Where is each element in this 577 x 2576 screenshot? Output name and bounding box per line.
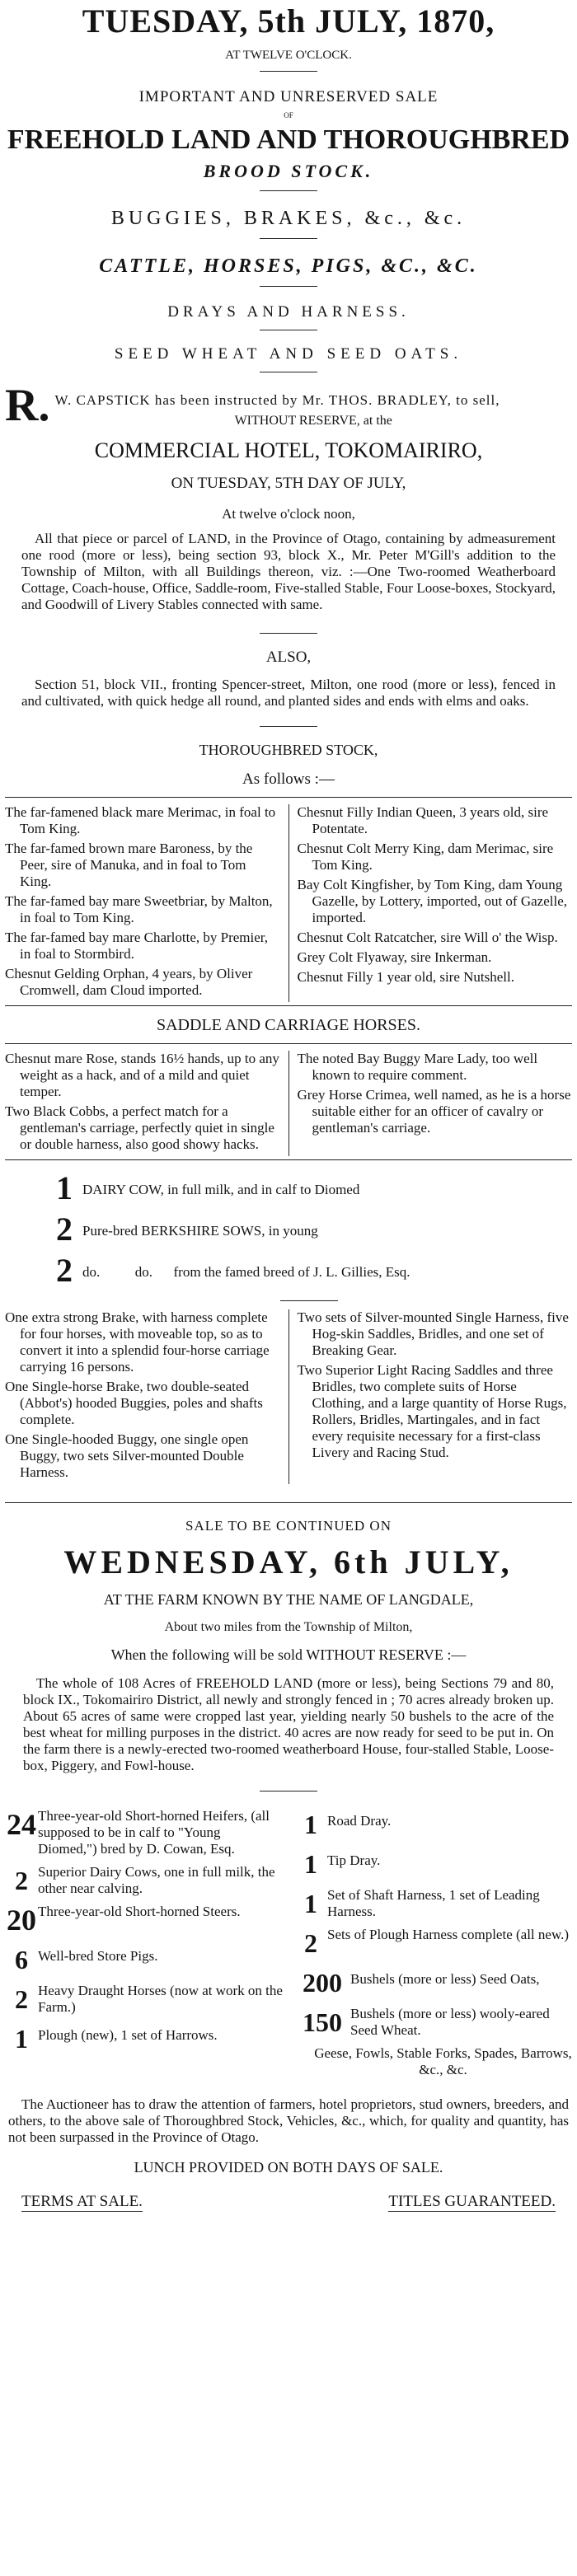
quantity: 200 <box>303 1968 342 1998</box>
list-item: Grey Colt Flyaway, sire Inkerman. <box>297 949 492 965</box>
list-item: One Single-hooded Buggy, one single open Buggy, two sets Silver-mounted Double Harness. <box>5 1431 249 1480</box>
list-item: One Single-horse Brake, two double-seated (Abbot's) hooded Buggies, poles and shafts complete. <box>5 1379 263 1427</box>
on-date-line: ON TUESDAY, 5TH DAY OF JULY, <box>171 475 406 492</box>
when-line: When the following will be sold WITHOUT RESERVE :— <box>110 1646 467 1663</box>
list-item: Two Black Cobbs, a perfect match for a gentleman's carriage, perfectly quiet in single or double harness, also good showy hacks. <box>5 1103 274 1152</box>
quantity: 1 <box>15 2024 28 2054</box>
divider <box>5 1043 572 1044</box>
list-item: Chesnut Gelding Orphan, 4 years, by Oliver Cromwell, dam Cloud imported. <box>5 966 253 998</box>
list-item <box>5 1808 283 1857</box>
divider <box>260 71 317 72</box>
list-item <box>294 1927 572 1960</box>
quantity: 1 <box>304 1889 317 1918</box>
farm-name: AT THE FARM KNOWN BY THE NAME OF LANGDALE, <box>103 1591 474 1608</box>
item-text: Plough (new), 1 set of Harrows. <box>38 2027 218 2043</box>
as-follows: As follows :— <box>242 770 335 788</box>
quantity: 2 <box>304 1928 317 1958</box>
item-text: Tip Dray. <box>327 1852 381 1868</box>
list-item: The far-famened black mare Merimac, in foal to Tom King. <box>5 804 276 836</box>
buggies-heading: BUGGIES, BRAKES, &c., &c. <box>110 208 467 229</box>
divider <box>5 1502 572 1503</box>
titles-label: TITLES GUARANTEED. <box>388 2193 556 2210</box>
list-item: The noted Bay Buggy Mare Lady, too well known to require comment. <box>297 1051 538 1083</box>
sale-date: TUESDAY, 5th JULY, 1870, <box>82 2 495 40</box>
item-text: Bushels (more or less) Seed Oats, <box>350 1971 540 1987</box>
section-description: Section 51, block VII., fronting Spencer-street, Milton, one rood (more or less), fenced in and cultivated, with quick hedge all round, and planted sides and ends with elms and oaks. <box>21 677 556 709</box>
list-item: Two Superior Light Racing Saddles and three Bridles, two complete suits of Horse Clothing, and a large quantity of Horse Rugs, Rollers, Bridles, Martingales, and in fact every requisite necessary for a first-class Livery and Racing Stud. <box>297 1362 567 1460</box>
list-item <box>294 2045 572 2078</box>
saddle-title: SADDLE AND CARRIAGE HORSES. <box>156 1016 421 1034</box>
seed-heading: SEED WHEAT AND SEED OATS. <box>114 345 463 363</box>
item-text: Pure-bred BERKSHIRE SOWS, in young <box>82 1223 318 1239</box>
item-text: Bushels (more or less) wooly-eared Seed Wheat. <box>350 2006 550 2038</box>
divider <box>5 1005 572 1006</box>
freehold-heading: FREEHOLD LAND AND THOROUGHBRED <box>7 124 570 155</box>
list-item <box>5 1864 283 1897</box>
quantity: 2 <box>15 1866 28 1895</box>
list-item: One extra strong Brake, with harness complete for four horses, with moveable top, so as to convert it into a splendid four-horse carriage carrying 16 persons. <box>5 1309 270 1375</box>
divider <box>260 726 317 727</box>
vehicles-left-column <box>5 1309 289 1484</box>
list-item: The far-famed brown mare Baroness, by the Peer, sire of Manuka, and in foal to Tom King. <box>5 841 253 889</box>
continued-date: WEDNESDAY, 6th JULY, <box>63 1543 514 1581</box>
quantity: 1 <box>304 1810 317 1839</box>
list-item: The far-famed bay mare Sweetbriar, by Malton, in foal to Tom King. <box>5 893 273 925</box>
divider <box>5 797 572 798</box>
quantity: 20 <box>7 1904 36 1937</box>
vehicles-right-column <box>289 1309 573 1484</box>
at-noon-line: At twelve o'clock noon, <box>222 506 355 522</box>
item-text: do. do. from the famed breed of J. L. Gillies, Esq. <box>82 1264 410 1280</box>
saddle-section <box>5 1016 572 1160</box>
quantity: 6 <box>15 1945 28 1974</box>
list-item: Bay Colt Kingfisher, by Tom King, dam Young Gazelle, by Lottery, imported, out of Gazelle, imported. <box>297 877 568 925</box>
list-item: Chesnut Colt Merry King, dam Merimac, sire Tom King. <box>297 841 554 873</box>
auctioneer-note: The Auctioneer has to draw the attention of farmers, hotel proprietors, stud owners, breeders, and others, to the above sale of Thoroughbred Stock, Vehicles, &c., which, for quality and quantity, has not been surpassed in the Province of Otago. <box>8 2096 569 2145</box>
thoroughbred-right-column <box>289 804 573 1002</box>
closing-section <box>5 2096 572 2212</box>
farm-items-left <box>5 1808 294 2078</box>
list-item <box>5 1904 283 1937</box>
instructed-line: W. CAPSTICK has been instructed by Mr. THOS. BRADLEY, to sell, <box>54 392 500 408</box>
list-item: Chesnut Filly Indian Queen, 3 years old, sire Potentate. <box>297 804 549 836</box>
list-item <box>46 1254 572 1287</box>
list-item <box>294 1808 572 1841</box>
advertisement <box>0 2 577 2212</box>
quantity: 2 <box>56 1252 73 1289</box>
farm-items-right <box>294 1808 572 2078</box>
quantity: 24 <box>7 1808 36 1841</box>
cattle-heading: CATTLE, HORSES, PIGS, &C., &C. <box>99 255 478 277</box>
list-item <box>294 1966 572 1999</box>
item-text: Three-year-old Short-horned Heifers, (all supposed to be in calf to "Young Diomed,") bred by D. Cowan, Esq. <box>38 1808 270 1857</box>
terms-label: TERMS AT SALE. <box>21 2193 143 2210</box>
divider <box>5 1159 572 1160</box>
continued-section <box>5 1518 572 1791</box>
sale-title: IMPORTANT AND UNRESERVED SALE <box>138 88 439 105</box>
hotel-heading: COMMERCIAL HOTEL, TOKOMAIRIRO, <box>94 438 483 462</box>
farm-land-description: The whole of 108 Acres of FREEHOLD LAND (more or less), being Sections 79 and 80, block IX., Tokomairiro District, all newly and strongly fenced in ; 70 acres already broken up. About 65 acres of same were cropped last year, yielding nearly 50 bushels to the acre of the best wheat for milling purposes in the district. 40 acres are now ready for seed to be put in. On the farm there is a newly-erected two-roomed weatherboard House, four-stalled Stable, Loose-box, Piggery, and Fowl-house. <box>23 1675 554 1773</box>
intro <box>5 387 572 727</box>
list-item: Chesnut mare Rose, stands 16½ hands, up to any weight as a hack, and of a mild and quiet temper. <box>5 1051 279 1099</box>
also-label: ALSO, <box>265 649 312 666</box>
continued-label: SALE TO BE CONTINUED ON <box>185 1518 392 1534</box>
list-item <box>294 1887 572 1920</box>
thoroughbred-title: THOROUGHBRED STOCK, <box>199 742 378 758</box>
sale-time: AT TWELVE O'CLOCK. <box>225 49 352 62</box>
land-description: All that piece or parcel of LAND, in the Province of Otago, containing by admeasurement one rood (more or less), being section 93, block X., Mr. Peter M'Gill's addition to the Township of Milton, with all Buildings thereon, viz. :—One Two-roomed Weatherboard Cottage, Coach-house, Office, Saddle-room, Five-stalled Stable, Four Loose-boxes, Stockyard, and Goodwill of Livery Stables connected with same. <box>21 531 556 612</box>
quantity: 150 <box>303 2007 342 2037</box>
list-item <box>5 1983 283 2016</box>
divider <box>260 190 317 191</box>
item-text: Road Dray. <box>327 1813 392 1829</box>
quantity: 1 <box>56 1169 73 1206</box>
item-text: DAIRY COW, in full milk, and in calf to Diomed <box>82 1182 360 1197</box>
list-item <box>294 1848 572 1880</box>
quantity: 2 <box>56 1211 73 1248</box>
divider <box>280 1300 338 1301</box>
list-item <box>46 1169 572 1206</box>
lunch-line: LUNCH PROVIDED ON BOTH DAYS OF SALE. <box>134 2159 443 2176</box>
quantity: 1 <box>304 1849 317 1879</box>
drop-cap: R. <box>5 387 50 429</box>
list-item <box>46 1213 572 1246</box>
drays-heading: DRAYS AND HARNESS. <box>167 303 410 321</box>
quantity: 2 <box>15 1984 28 2014</box>
list-item <box>294 2006 572 2039</box>
saddle-left-column <box>5 1051 289 1156</box>
livestock-section <box>5 1169 572 1301</box>
divider <box>260 238 317 239</box>
divider <box>260 633 317 634</box>
item-text: Sets of Plough Harness complete (all new.) <box>327 1927 570 1942</box>
list-item: Grey Horse Crimea, well named, as he is a horse suitable either for an officer of cavalry or gentleman's carriage. <box>297 1087 571 1136</box>
farm-items-section <box>5 1808 572 2078</box>
list-item: The far-famed bay mare Charlotte, by Premier, in foal to Stormbird. <box>5 930 269 962</box>
item-text: Set of Shaft Harness, 1 set of Leading Harness. <box>327 1887 540 1919</box>
divider <box>260 286 317 287</box>
item-text: Heavy Draught Horses (now at work on the Farm.) <box>38 1983 283 2015</box>
item-text: Geese, Fowls, Stable Forks, Spades, Barrows, &c., &c. <box>314 2045 572 2077</box>
item-text: Well-bred Store Pigs. <box>38 1948 158 1964</box>
list-item: Chesnut Colt Ratcatcher, sire Will o' the Wisp. <box>297 930 558 945</box>
header <box>5 2 572 372</box>
without-reserve-line: WITHOUT RESERVE, at the <box>234 414 392 428</box>
thoroughbred-left-column <box>5 804 289 1002</box>
list-item <box>5 2022 283 2055</box>
distance-line: About two miles from the Township of Milton, <box>164 1620 413 1634</box>
of-label: OF <box>284 111 293 119</box>
thoroughbred-section <box>5 742 572 1006</box>
item-text: Three-year-old Short-horned Steers. <box>38 1904 241 1919</box>
list-item <box>5 1943 283 1976</box>
list-item: Chesnut Filly 1 year old, sire Nutshell. <box>297 969 514 985</box>
saddle-right-column <box>289 1051 573 1156</box>
brood-heading: BROOD STOCK. <box>203 161 374 181</box>
item-text: Superior Dairy Cows, one in full milk, the other near calving. <box>38 1864 275 1896</box>
list-item: Two sets of Silver-mounted Single Harness, five Hog-skin Saddles, Bridles, and one set of Breaking Gear. <box>297 1309 569 1358</box>
vehicles-section <box>5 1309 572 1503</box>
